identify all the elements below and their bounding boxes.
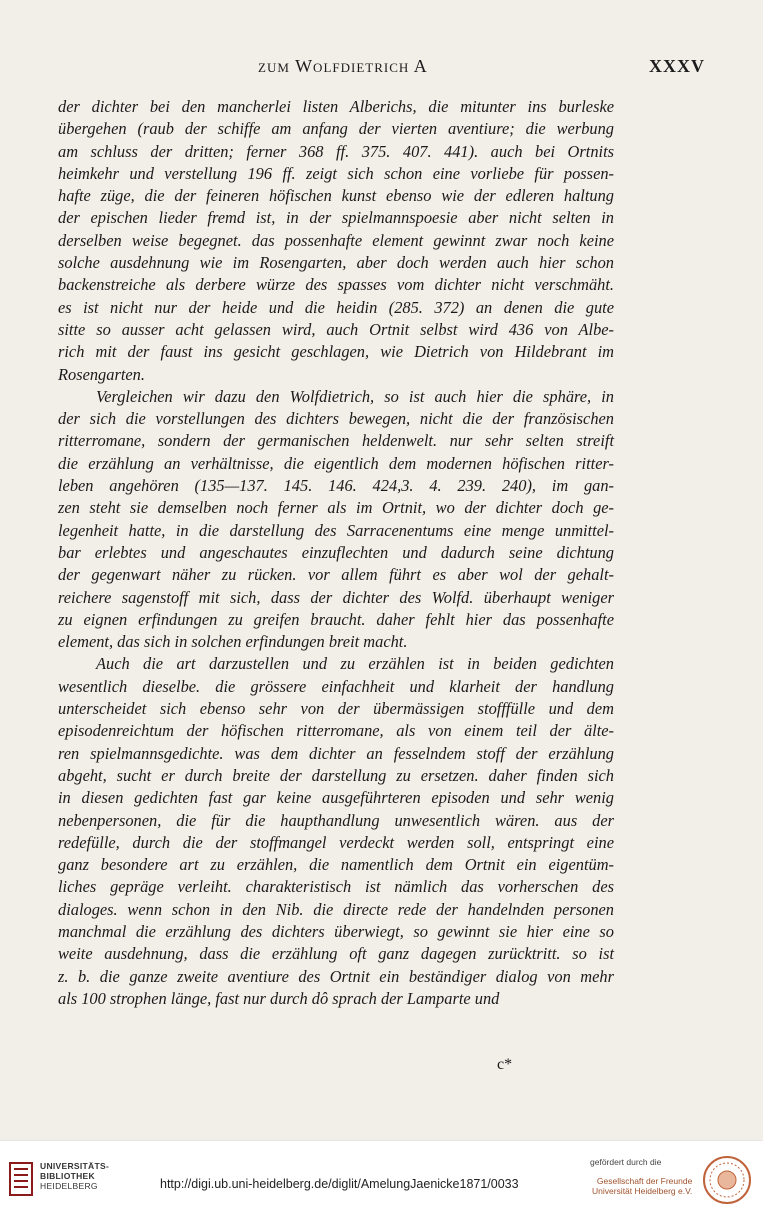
library-name-line-1: UNIVERSITÄTS- — [40, 1161, 110, 1171]
society-name-line-1: Gesellschaft der Freunde — [596, 1176, 693, 1186]
text-line: element, das sich in solchen erfindungen breit macht. — [58, 632, 408, 652]
paragraph-1 — [58, 96, 614, 386]
text-line: nebenpersonen, die für die haupthandlung unwesentlich wären. aus der — [58, 810, 614, 830]
text-line: wesentlich dieselbe. die grössere einfachheit und klarheit der handlung — [58, 676, 614, 696]
text-line: Auch die art darzustellen und zu erzählen ist in beiden gedichten — [96, 654, 614, 674]
text-line: solche ausdehnung wie im Rosengarten, aber doch werden auch hier schon — [58, 253, 614, 273]
text-line: als 100 strophen länge, fast nur durch dô sprach der Lamparte und — [58, 988, 500, 1008]
text-line: reichere sagenstoff mit sich, dass der dichter des Wolfd. überhaupt weniger — [58, 587, 614, 607]
text-line: der epischen lieder fremd ist, in der spielmannspoesie aber nicht selten in — [58, 208, 614, 228]
text-line: unterscheidet sich ebenso sehr von der übermässigen stofffülle und dem — [58, 699, 614, 719]
university-library-logo-icon — [8, 1159, 34, 1199]
text-line: Vergleichen wir dazu den Wolfdietrich, so ist auch hier die sphäre, in — [96, 386, 614, 406]
text-line: sitte so ausser acht gelassen wird, auch Ortnit selbst wird 436 von Albe- — [58, 319, 614, 339]
paragraph-3 — [58, 653, 614, 1010]
library-name — [40, 1161, 109, 1191]
text-line: redefülle, durch die der stoffmangel verdeckt werden soll, entspringt eine — [58, 832, 614, 852]
text-line: legenheit hatte, in die darstellung des Sarracenentums eine menge unmittel- — [58, 520, 614, 540]
text-line: der gegenwart näher zu rücken. vor allem führt es aber wol der gehalt- — [58, 565, 614, 585]
footer-bar — [0, 1140, 763, 1213]
society-name — [592, 1176, 692, 1196]
text-line: liches gepräge verleiht. charakteristisch ist nämlich das vorherschen des — [58, 877, 614, 897]
signature-mark: c* — [497, 1056, 513, 1073]
text-line: Rosengarten. — [58, 364, 145, 384]
text-line: episodenreichtum der höfischen ritterromane, als von einem teil der älte- — [58, 721, 614, 741]
text-line: leben angehören (135—137. 145. 146. 424,3. 4. 239. 240), im gan- — [58, 476, 614, 496]
text-line: am schluss der dritten; ferner 368 ff. 375. 407. 441). auch bei Ortnits — [58, 141, 614, 161]
text-line: abgeht, sucht er durch breite der darstellung zu ersetzen. daher finden sich — [58, 765, 614, 785]
text-line: ren spielmannsgedichte. was dem dichter an fesselndem stoff der erzählung — [58, 743, 614, 763]
text-line: dialoges. wenn schon in den Nib. die directe rede der handelnden personen — [58, 899, 614, 919]
running-title: zum Wolfdietrich A — [258, 56, 428, 76]
text-line: hafte züge, die der feineren höfischen kunst ebenso wie der edleren haltung — [58, 186, 614, 206]
text-line: in diesen gedichten fast gar keine ausgeführteren episoden und sehr wenig — [58, 788, 614, 808]
text-line: bar erlebtes und angeschautes einzuflechten und dadurch seine dichtung — [58, 542, 614, 562]
text-line: weite ausdehnung, dass die erzählung oft ganz dagegen zurücktritt. so ist — [58, 944, 614, 964]
funded-by-label: gefördert durch die — [590, 1157, 662, 1167]
text-line: es ist nicht nur der heide und die heidin (285. 372) an denen die gute — [58, 297, 614, 317]
paragraph-2 — [58, 386, 614, 654]
text-line: ritterromane, sondern der germanischen heldenwelt. nur sehr selten streift — [58, 431, 614, 451]
text-line: backenstreiche als derbere würze des spasses vom dichter nicht verschmäht. — [58, 275, 614, 295]
text-line: rich mit der faust ins gesicht geschlagen, wie Dietrich von Hildebrant im — [58, 342, 614, 362]
page-number: XXXV — [649, 56, 705, 76]
library-name-line-2: BIBLIOTHEK — [40, 1171, 95, 1181]
society-name-line-2: Universität Heidelberg e.V. — [592, 1186, 693, 1196]
text-line: übergehen (raub der schiffe am anfang der vierten aventiure; die werbung — [58, 119, 614, 139]
text-line: manchmal die erzählung des dichters überwiegt, so gewinnt sie hier eine so — [58, 921, 614, 941]
body-text — [58, 96, 614, 1010]
page-header — [58, 56, 705, 82]
text-line: z. b. die ganze zweite aventiure des Ortnit ein beständiger dialog von mehr — [58, 966, 614, 986]
text-line: die erzählung an verhältnisse, die eigentlich dem modernen höfischen ritter- — [58, 453, 614, 473]
permalink-url[interactable]: http://digi.ub.uni-heidelberg.de/diglit/AmelungJaenicke1871/0033 — [160, 1177, 519, 1191]
library-name-line-3: HEIDELBERG — [40, 1181, 98, 1191]
text-line: zu eignen erfindungen zu greifen braucht. daher fehlt hier das possenhafte — [58, 609, 614, 629]
text-line: der dichter bei den mancherlei listen Alberichs, die mitunter ins burleske — [58, 97, 614, 116]
text-line: heimkehr und verstellung 196 ff. zeigt sich schon eine vorliebe für possen- — [58, 163, 614, 183]
text-line: zen steht sie demselben noch ferner als im Ortnit, wo der dichter doch ge- — [58, 498, 614, 518]
text-line: der sich die vorstellungen des dichters bewegen, nicht die der französischen — [58, 409, 614, 429]
society-seal-icon — [702, 1155, 752, 1205]
text-line: derselben weise begegnet. das possenhafte element gewinnt zwar noch keine — [58, 230, 614, 250]
text-line: ganz besondere art zu erzählen, die namentlich dem Ortnit ein eigentüm- — [58, 855, 614, 875]
